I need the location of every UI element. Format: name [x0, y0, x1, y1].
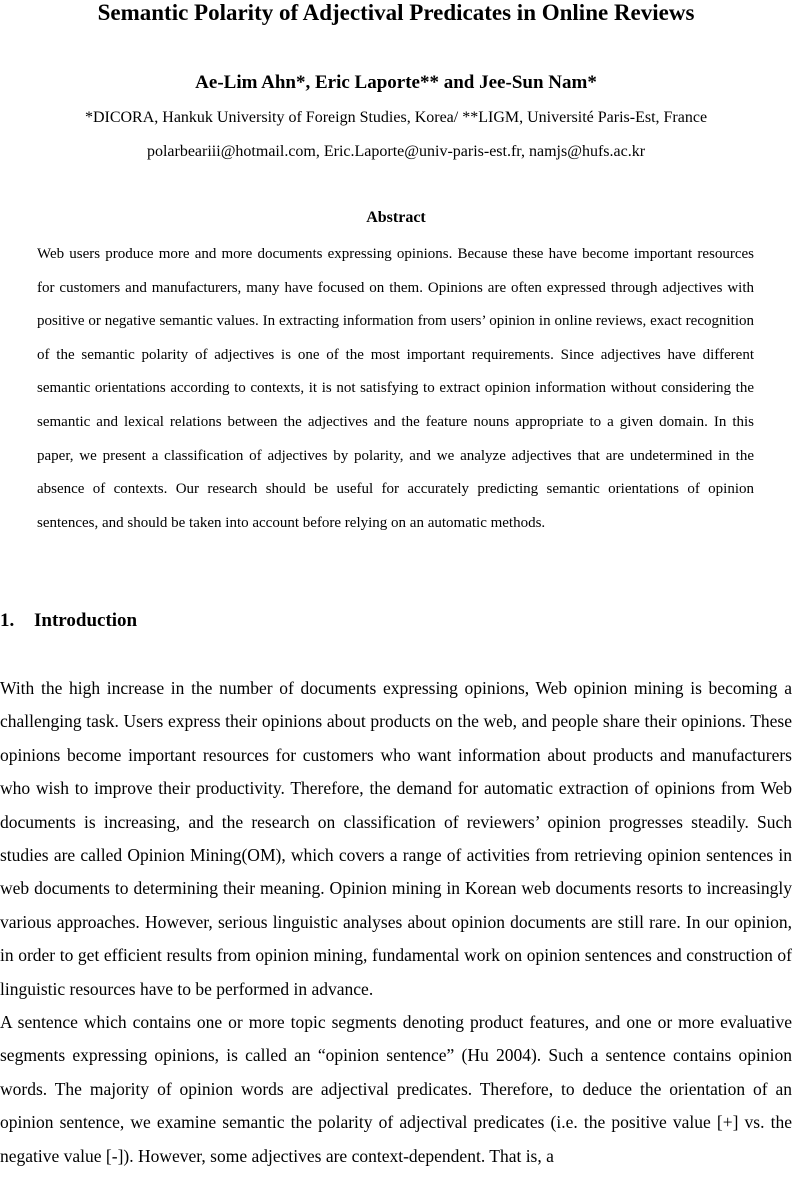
author-list: Ae-Lim Ahn*, Eric Laporte** and Jee-Sun Nam*	[195, 72, 597, 93]
paragraph: With the high increase in the number of documents expressing opinions, Web opinion mining is becoming a challenging task. Users express their opinions about products on the web, and people share their opinions. These opinions become important resources for customers who want information about products and manufacturers who wish to improve their productivity. Therefore, the demand for automatic extraction of opinions from Web documents is increasing, and the research on classification of reviewers’ opinion progresses steadily. Such studies are called Opinion Mining(OM), which covers a range of activities from retrieving opinion sentences in web documents to determining their meaning. Opinion mining in Korean web documents resorts to increasingly various approaches. However, serious linguistic analyses about opinion documents are still rare. In our opinion, in order to get efficient results from opinion mining, fundamental work on opinion sentences and construction of linguistic resources have to be performed in advance.	[0, 678, 792, 999]
abstract-text: Web users produce more and more documents expressing opinions. Because these have become important resources for customers and manufacturers, many have focused on them. Opinions are often expressed through adjectives with positive or negative semantic values. In extracting information from users’ opinion in online reviews, exact recognition of the semantic polarity of adjectives is one of the most important requirements. Since adjectives have different semantic orientations according to contexts, it is not satisfying to extract opinion information without considering the semantic and lexical relations between the adjectives and the feature nouns appropriate to a given domain. In this paper, we present a classification of adjectives by polarity, and we analyze adjectives that are undetermined in the absence of contexts. Our research should be useful for accurately predicting semantic orientations of opinion sentences, and should be taken into account before relying on an automatic methods.	[37, 246, 754, 531]
section-heading-introduction	[0, 608, 137, 634]
section-number: 1.	[0, 610, 15, 631]
abstract-heading: Abstract	[366, 209, 426, 226]
author-emails: polarbeariii@hotmail.com, Eric.Laporte@univ-paris-est.fr, namjs@hufs.ac.kr	[146, 143, 646, 160]
paragraph: A sentence which contains one or more topic segments denoting product features, and one or more evaluative segments expressing opinions, is called an “opinion sentence” (Hu 2004). Such a sentence contains opinion words. The majority of opinion words are adjectival predicates. Therefore, to deduce the orientation of an opinion sentence, we examine semantic the polarity of adjectival predicates (i.e. the positive value [+] vs. the negative value [-]). However, some adjectives are context-dependent. That is, a	[0, 1012, 792, 1166]
introduction-body	[0, 672, 792, 1173]
paper-title: Semantic Polarity of Adjectival Predicates in Online Reviews	[97, 0, 695, 25]
affiliations: *DICORA, Hankuk University of Foreign Studies, Korea/ **LIGM, Université Paris-Est, France	[84, 109, 708, 126]
section-title: Introduction	[34, 610, 138, 631]
